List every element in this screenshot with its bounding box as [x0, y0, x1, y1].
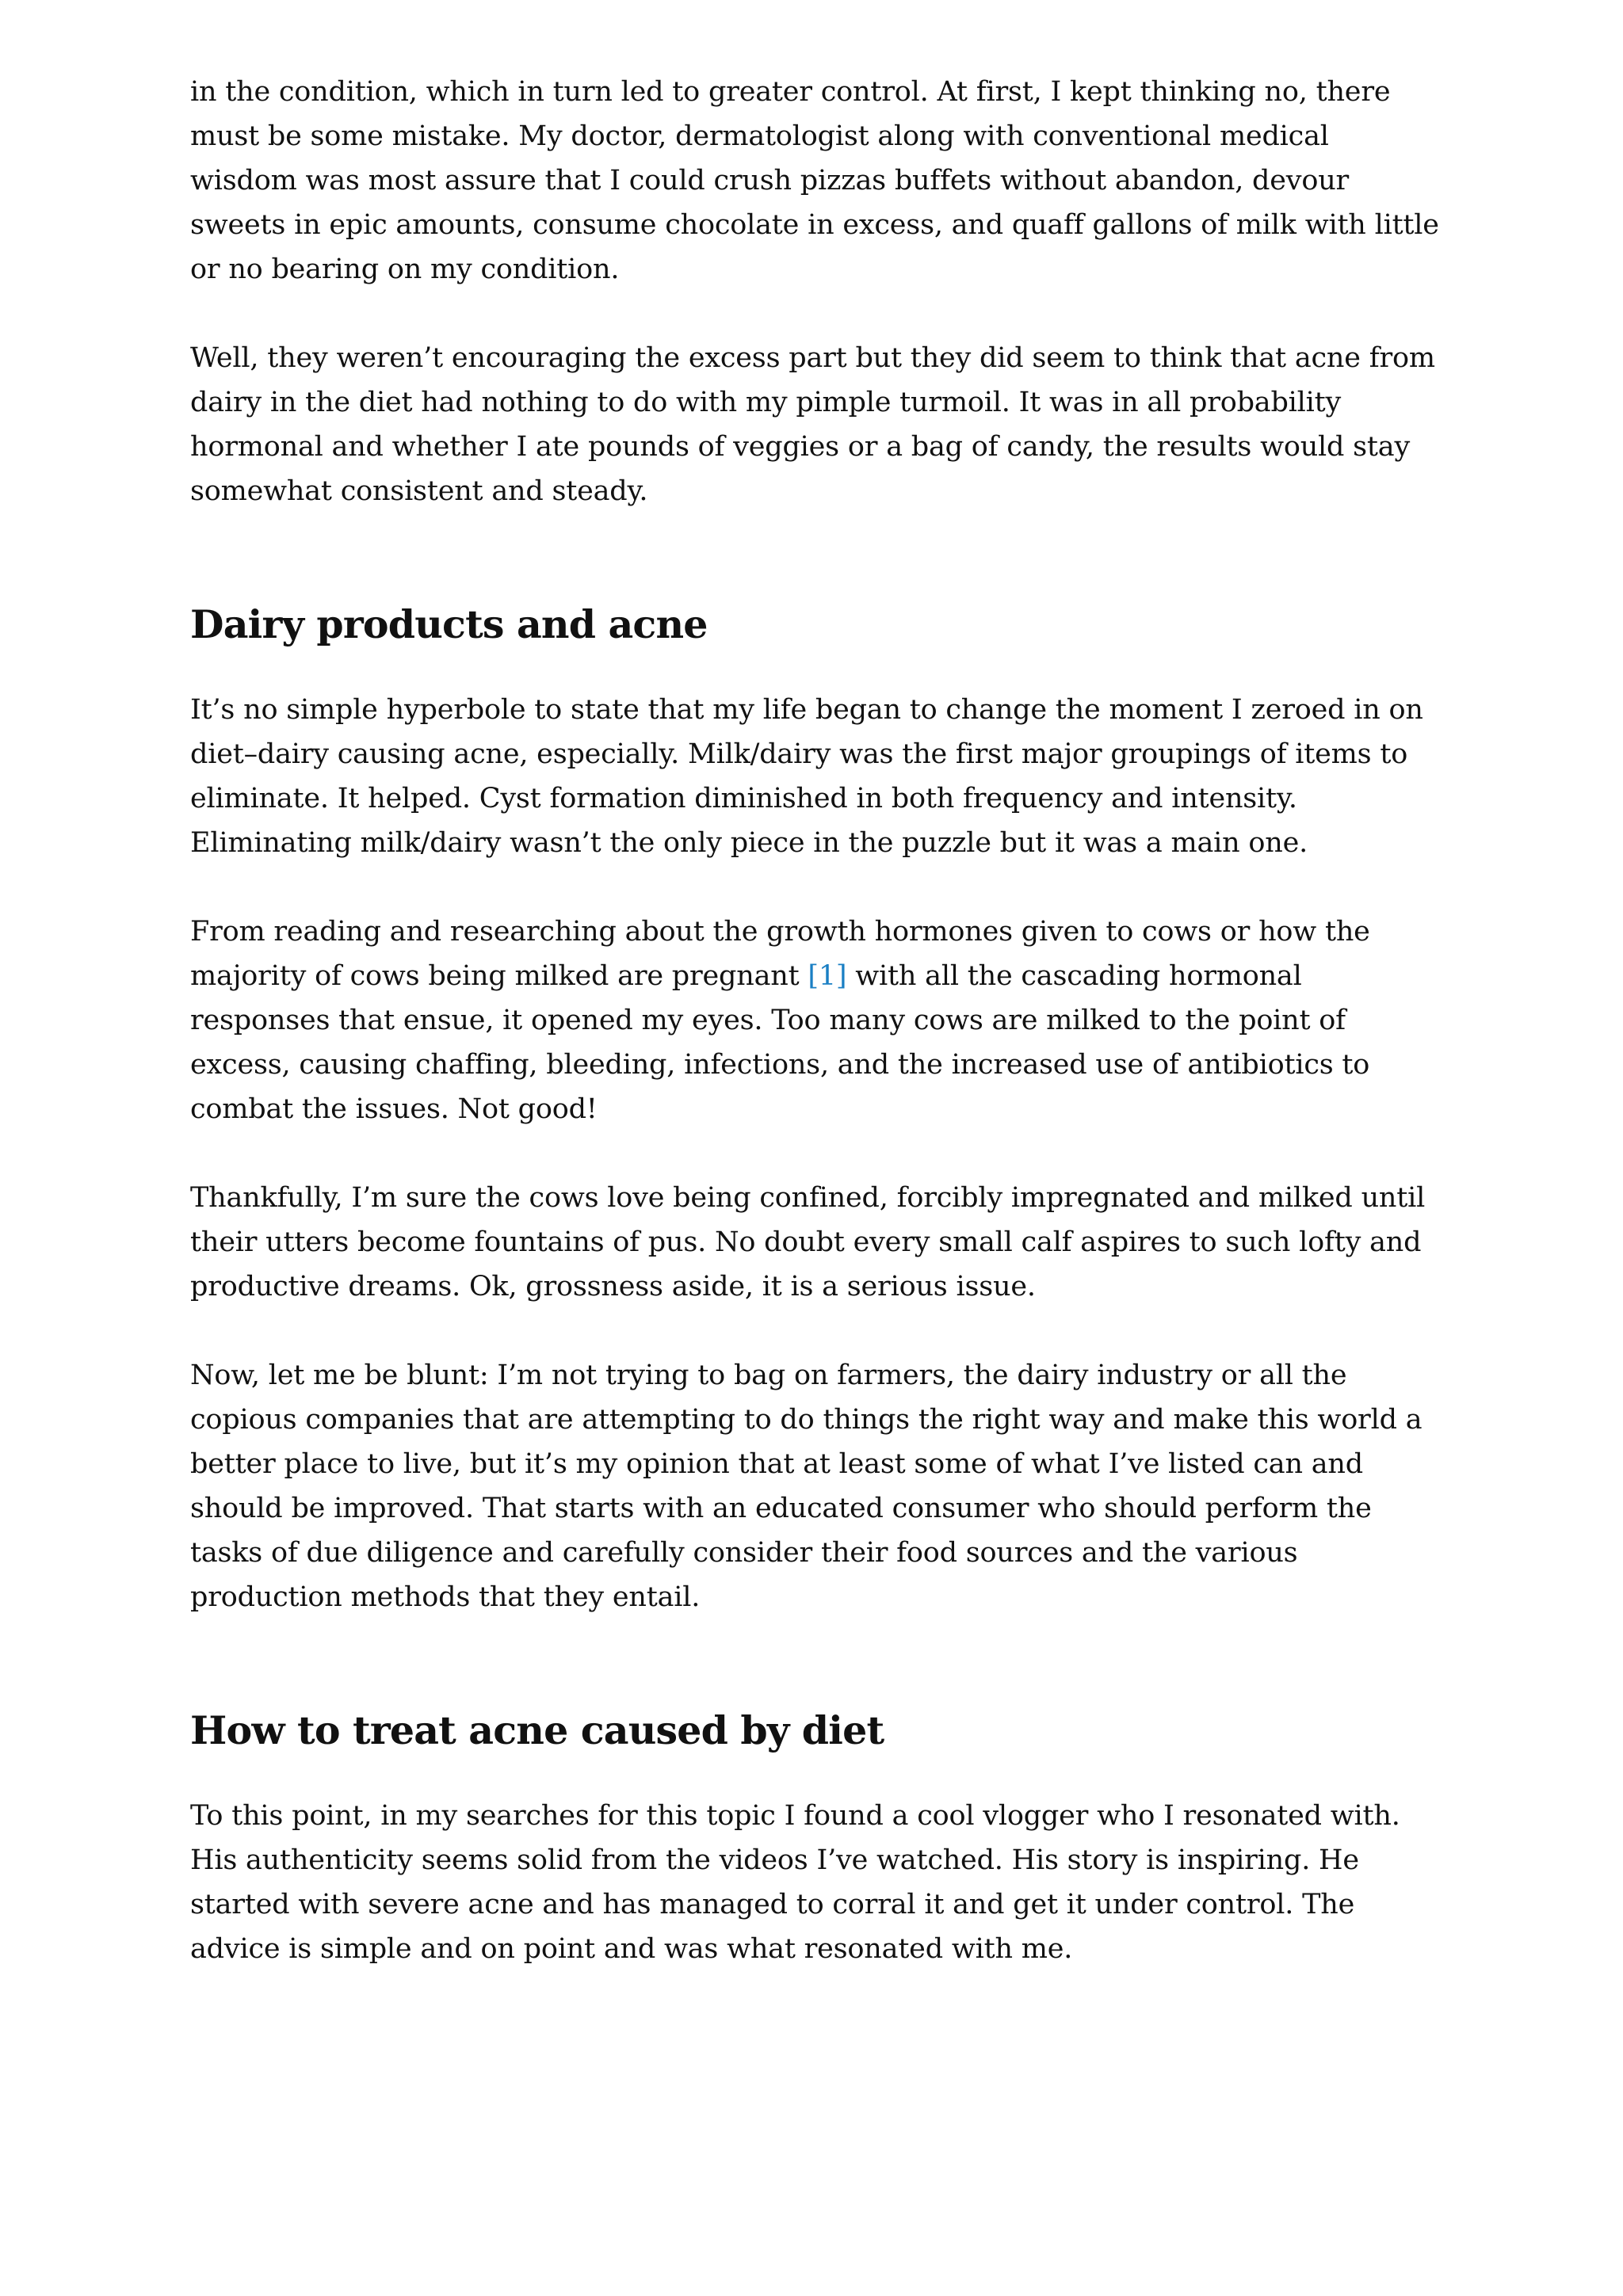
paragraph-blunt: Now, let me be blunt: I’m not trying to bag on farmers, the dairy industry or all the copious companies that are attempting to do things the right way and make this world a better place to live, but it’s my opinion that at least some of what I’ve listed can and should be improved. That starts with an educated consumer who should perform the tasks of due diligence and carefully consider their food sources and the various production methods that they entail. — [190, 1360, 1423, 1613]
article-body — [190, 70, 1442, 2016]
paragraph-diet-dairy: It’s no simple hyperbole to state that my life began to change the moment I zeroed in on diet–dairy causing acne, especially. Milk/dairy was the first major groupings of items to eliminate. It helped. Cyst formation diminished in both frequency and intensity. Eliminating milk/dairy wasn’t the only piece in the puzzle but it was a main one. — [190, 694, 1423, 859]
paragraph-condition: in the condition, which in turn led to greater control. At first, I kept thinking no, there must be some mistake. My doctor, dermatologist along with conventional medical wisdom was most assure that I could crush pizzas buffets without abandon, devour sweets in epic amounts, consume chocolate in excess, and quaff gallons of milk with little or no bearing on my condition. — [190, 76, 1439, 285]
paragraph-cows-confined: Thankfully, I’m sure the cows love being confined, forcibly impregnated and milked until their utters become fountains of pus. No doubt every small calf aspires to such lofty and productive dreams. Ok, grossness aside, it is a serious issue. — [190, 1182, 1426, 1302]
section-heading-treat-acne: How to treat acne caused by diet — [190, 1707, 884, 1753]
paragraph-vlogger: To this point, in my searches for this topic I found a cool vlogger who I resonated with. His authenticity seems solid from the videos I’ve watched. His story is inspiring. He started with severe acne and has managed to corral it and get it under control. The advice is simple and on point and was what resonated with me. — [190, 1800, 1400, 1965]
paragraph-text-start: From reading and researching about the growth hormones given to cows or how the majority of cows being milked are pregnant — [190, 916, 1370, 992]
reference-link-1[interactable]: [1] — [808, 960, 847, 992]
paragraph-growth-hormones — [190, 910, 1442, 1131]
section-heading-dairy: Dairy products and acne — [190, 601, 708, 647]
paragraph-text-end: with all the cascading hormonal responses that ensue, it opened my eyes. Too many cows are milked to the point of excess, causing chaffing, bleeding, infections, and the increased use of antibiotics to combat the issues. Not good! — [190, 960, 1370, 1125]
paragraph-excess: Well, they weren’t encouraging the excess part but they did seem to think that acne from dairy in the diet had nothing to do with my pimple turmoil. It was in all probability hormonal and whether I ate pounds of veggies or a bag of candy, the results would stay somewhat consistent and steady. — [190, 342, 1435, 507]
